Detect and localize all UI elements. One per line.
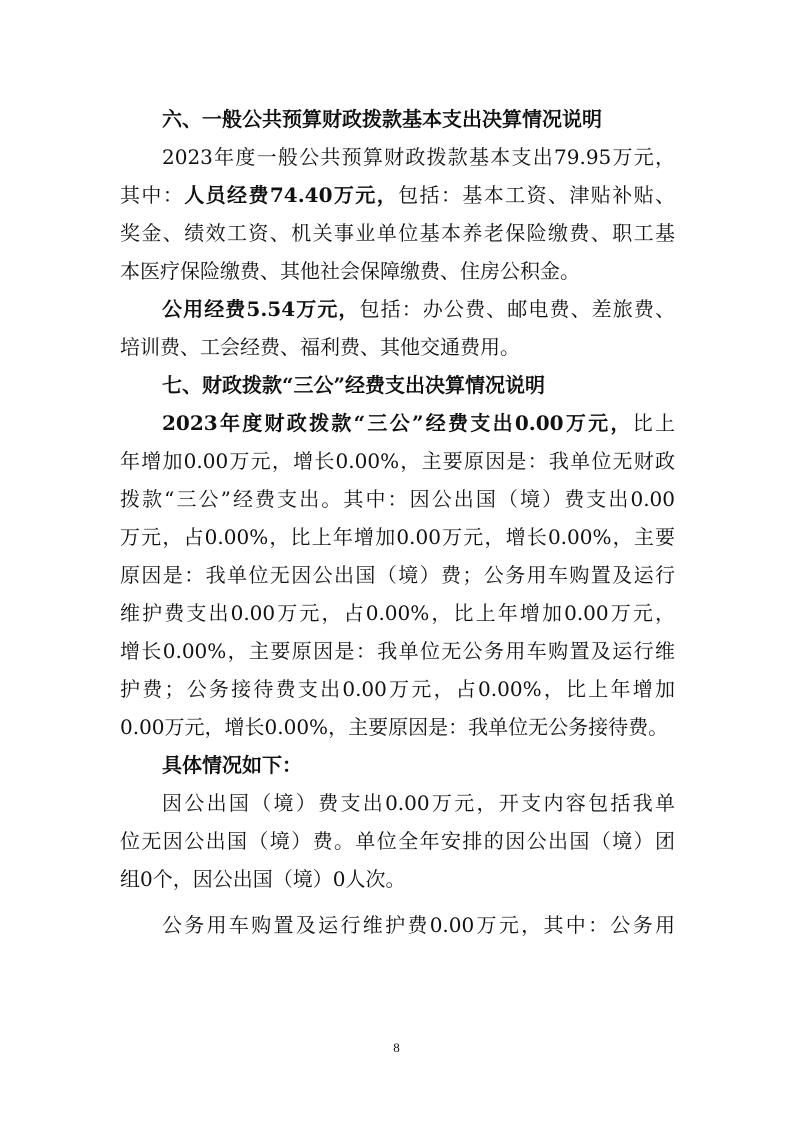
- bold-three-public-total: 2023年度财政拨款“三公”经费支出0.00万元，: [162, 411, 633, 435]
- text-run: 其中：: [120, 183, 185, 207]
- text-line: 因公出国（境）费支出0.00万元，开支内容包括我单: [162, 791, 675, 815]
- text-line: 年增加0.00万元，增长0.00%，主要原因是：我单位无财政: [120, 449, 675, 473]
- text-line: 组0个，因公出国（境）0人次。: [120, 867, 406, 891]
- text-line: 公务用车购置及运行维护费0.00万元，其中：公务用: [162, 913, 675, 937]
- section-heading-6: 六、一般公共预算财政拨款基本支出决算情况说明: [162, 107, 602, 131]
- text-line: 增长0.00%，主要原因是：我单位无公务用车购置及运行维: [120, 639, 675, 663]
- text-line: 0.00万元，增长0.00%，主要原因是：我单位无公务接待费。: [120, 715, 669, 739]
- text-line: 护费；公务接待费支出0.00万元，占0.00%，比上年增加: [120, 677, 675, 701]
- text-line: 培训费、工会经费、福利费、其他交通费用。: [120, 335, 520, 359]
- paragraph-gap: [120, 898, 675, 906]
- text-line: [120, 176, 675, 214]
- text-line: 原因是：我单位无因公出国（境）费；公务用车购置及运行: [120, 563, 675, 587]
- text-line: [120, 404, 675, 442]
- paragraph-three-public: [120, 404, 675, 746]
- section-heading-7: 七、财政拨款“三公”经费支出决算情况说明: [162, 373, 546, 397]
- document-body: [120, 100, 675, 944]
- text-run: 包括：办公费、邮电费、差旅费、: [359, 297, 675, 321]
- text-line: 位无因公出国（境）费。单位全年安排的因公出国（境）团: [120, 829, 675, 853]
- details-heading: 具体情况如下：: [162, 753, 302, 777]
- paragraph-public-expense: [120, 290, 675, 366]
- text-line: 奖金、绩效工资、机关事业单位基本养老保险缴费、职工基: [120, 221, 675, 245]
- paragraph-overseas-trips: [120, 784, 675, 898]
- text-line: [120, 290, 675, 328]
- text-line: 维护费支出0.00万元，占0.00%，比上年增加0.00万元，: [120, 601, 675, 625]
- paragraph-vehicles: [120, 906, 675, 944]
- text-line: 2023年度一般公共预算财政拨款基本支出79.95万元，: [162, 145, 675, 169]
- paragraph-basic-expenditure: [120, 138, 675, 290]
- bold-public-expense: 公用经费5.54万元，: [162, 297, 360, 321]
- page-number: 8: [393, 1040, 400, 1055]
- text-run: 比上: [632, 411, 675, 435]
- bold-personnel-expense: 人员经费74.40万元，: [184, 183, 399, 207]
- text-line: 万元，占0.00%，比上年增加0.00万元，增长0.00%，主要: [120, 525, 675, 549]
- text-line: 拨款“三公”经费支出。其中：因公出国（境）费支出0.00: [120, 487, 675, 511]
- text-line: 本医疗保险缴费、其他社会保障缴费、住房公积金。: [120, 259, 580, 283]
- text-run: 包括：基本工资、津贴补贴、: [398, 183, 675, 207]
